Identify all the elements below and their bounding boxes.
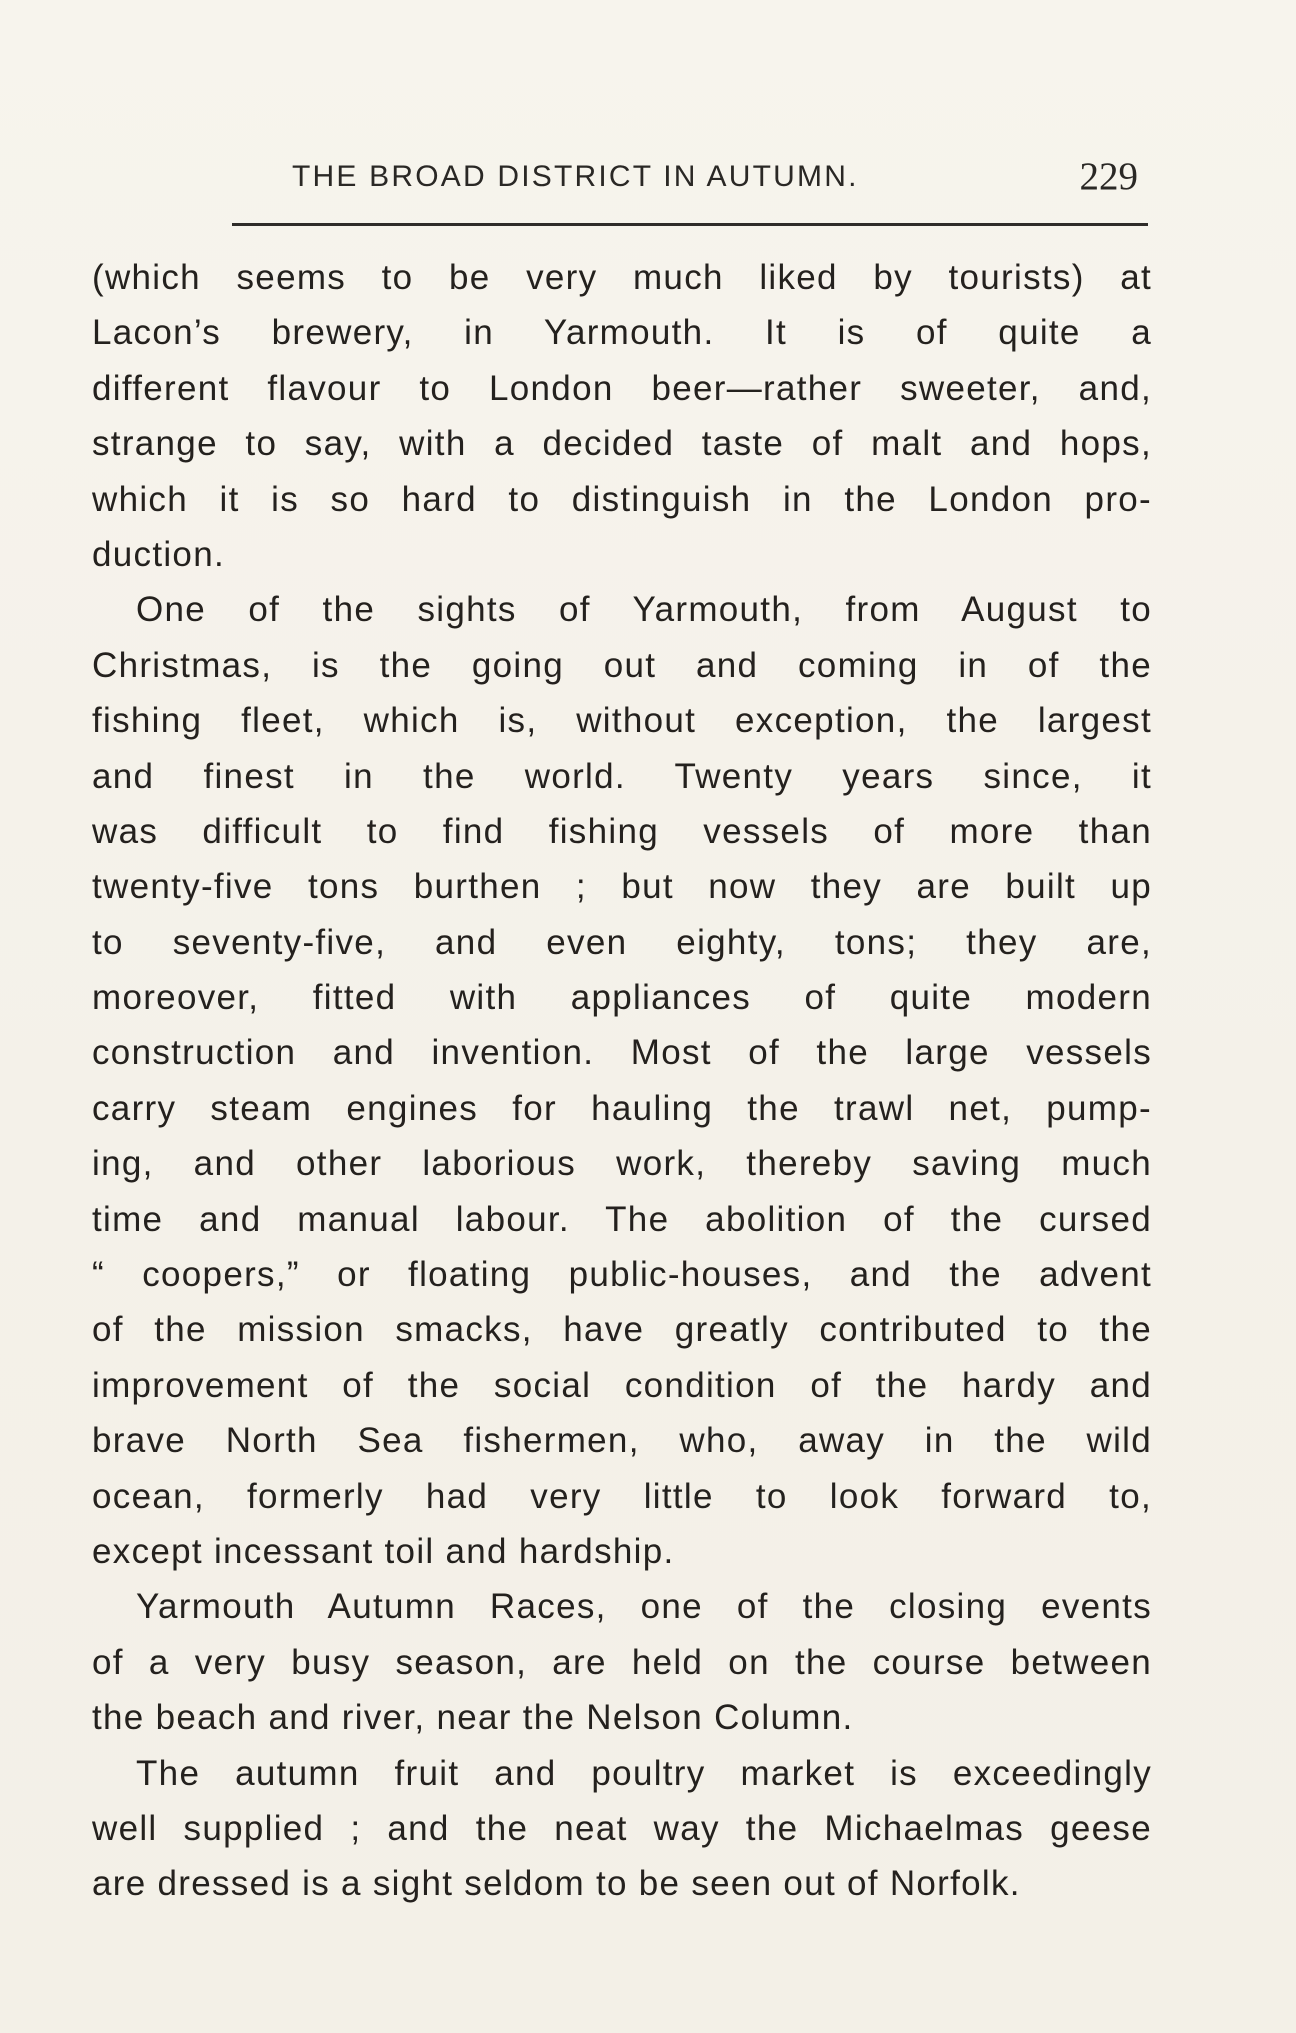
text-line: to seventy-five, and even eighty, tons; they are,	[92, 922, 1152, 962]
text-line: (which seems to be very much liked by tourists) at	[92, 258, 1152, 297]
text-line: ing, and other laborious work, thereby saving much	[92, 1144, 1152, 1184]
text-line: strange to say, with a decided taste of malt and hops,	[92, 424, 1152, 464]
text-line: carry steam engines for hauling the trawl net, pump-	[92, 1088, 1152, 1128]
text-line: improvement of the social condition of the hardy and	[92, 1365, 1152, 1405]
body-text	[92, 250, 1152, 1912]
text-line: “ coopers,” or floating public-houses, and the advent	[92, 1255, 1152, 1295]
text-line: brave North Sea fishermen, who, away in the wild	[92, 1421, 1152, 1461]
header-rule	[232, 223, 1148, 226]
text-line: and finest in the world. Twenty years since, it	[92, 756, 1152, 796]
text-line: which it is so hard to distinguish in the London pro-	[92, 479, 1152, 519]
text-line: different flavour to London beer—rather sweeter, and,	[92, 368, 1152, 408]
text-line: moreover, fitted with appliances of quite modern	[92, 978, 1152, 1018]
text-line: well supplied ; and the neat way the Michaelmas geese	[92, 1808, 1152, 1848]
text-line: was difficult to find fishing vessels of more than	[92, 811, 1152, 851]
text-line: the beach and river, near the Nelson Column.	[92, 1698, 854, 1738]
text-line: except incessant toil and hardship.	[92, 1531, 675, 1571]
text-line: of the mission smacks, have greatly contributed to the	[92, 1310, 1152, 1350]
page-header	[292, 150, 1138, 206]
text-line: are dressed is a sight seldom to be seen out of Norfolk.	[92, 1864, 1021, 1904]
text-line: Lacon’s brewery, in Yarmouth. It is of quite a	[92, 313, 1152, 353]
running-title: THE BROAD DISTRICT IN AUTUMN.	[292, 160, 859, 193]
text-line: ocean, formerly had very little to look forward to,	[92, 1476, 1152, 1516]
text-line: duction.	[92, 534, 225, 574]
text-line: time and manual labour. The abolition of the cursed	[92, 1199, 1152, 1239]
text-line: of a very busy season, are held on the course between	[92, 1642, 1152, 1682]
page-number: 229	[1079, 155, 1138, 198]
text-line: Christmas, is the going out and coming in of the	[92, 645, 1152, 685]
text-line: One of the sights of Yarmouth, from August to	[136, 590, 1152, 630]
text-line: twenty-five tons burthen ; but now they are built up	[92, 867, 1152, 907]
text-line: construction and invention. Most of the large vessels	[92, 1033, 1152, 1073]
text-line: The autumn fruit and poultry market is exceedingly	[136, 1753, 1152, 1793]
text-line: Yarmouth Autumn Races, one of the closing events	[136, 1587, 1152, 1627]
text-line: fishing fleet, which is, without exception, the largest	[92, 701, 1152, 741]
